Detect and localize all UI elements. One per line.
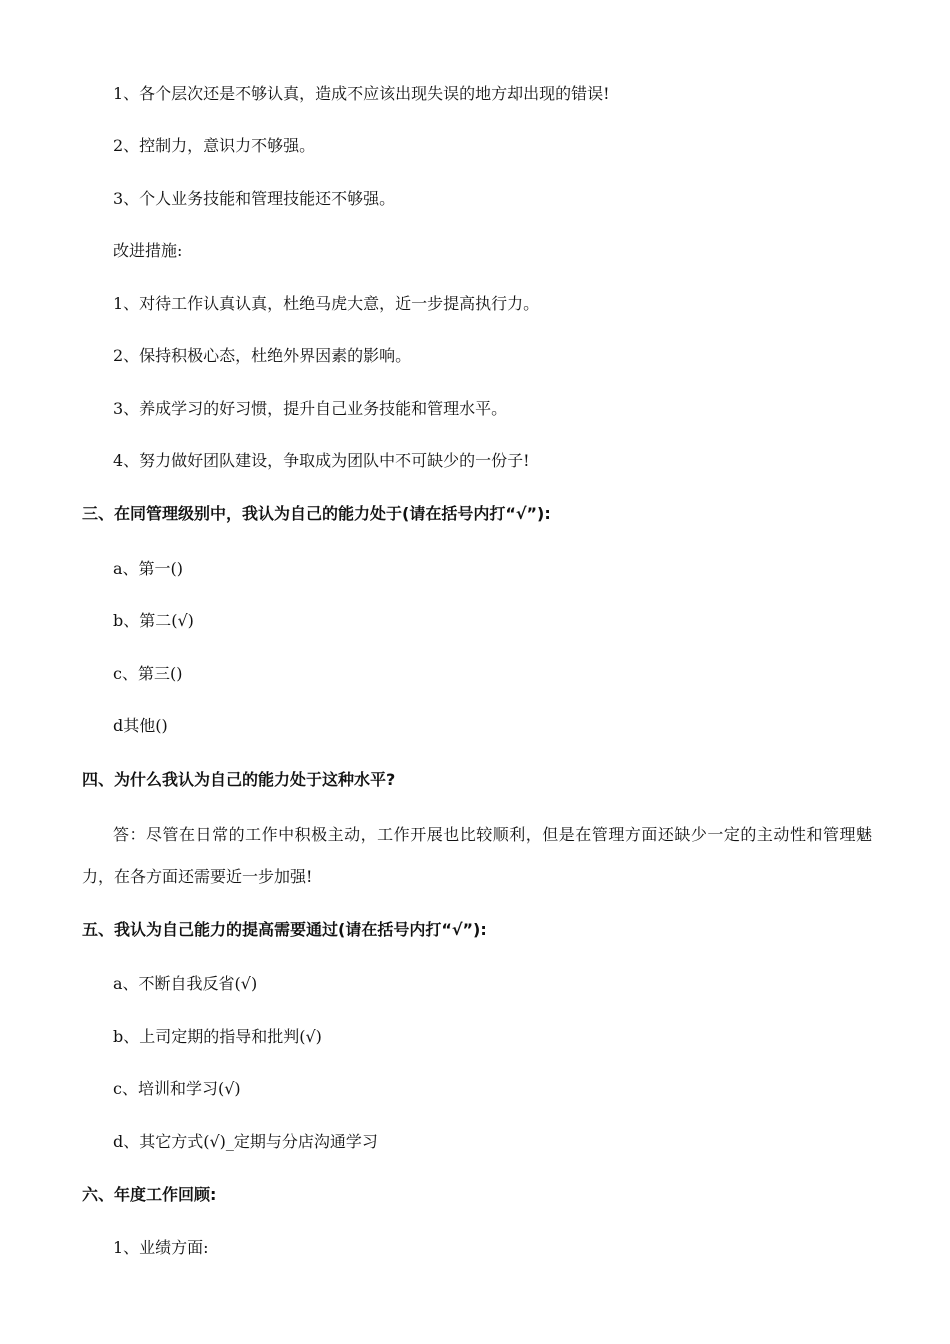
- improve-option-c: c、培训和学习(√): [113, 1079, 241, 1098]
- improvement-item-3: 3、养成学习的好习惯，提升自己业务技能和管理水平。: [113, 399, 508, 418]
- improvement-item-1: 1、对待工作认真认真，杜绝马虎大意，近一步提高执行力。: [113, 294, 540, 313]
- improve-option-a: a、不断自我反省(√): [113, 974, 258, 993]
- ability-option-b: b、第二(√): [113, 611, 194, 630]
- section-four-answer: 答：尽管在日常的工作中积极主动，工作开展也比较顺利，但是在管理方面还缺少一定的主动性和管理魅力，在各方面还需要近一步加强!: [82, 825, 872, 886]
- ability-option-c: c、第三(): [113, 664, 183, 683]
- ability-option-d: d其他(): [113, 716, 168, 735]
- ability-option-a: a、第一(): [113, 559, 184, 578]
- problem-item-2: 2、控制力，意识力不够强。: [113, 136, 316, 155]
- problem-item-1: 1、各个层次还是不够认真，造成不应该出现失误的地方却出现的错误!: [113, 84, 610, 103]
- improvement-item-2: 2、保持积极心态，杜绝外界因素的影响。: [113, 346, 412, 365]
- review-item-1: 1、业绩方面:: [113, 1238, 209, 1257]
- section-six-heading: 六、年度工作回顾:: [82, 1185, 217, 1204]
- section-three-heading: 三、在同管理级别中，我认为自己的能力处于(请在括号内打“√”):: [82, 504, 551, 523]
- improve-option-b: b、上司定期的指导和批判(√): [113, 1027, 322, 1046]
- improvement-title: 改进措施:: [113, 241, 183, 260]
- section-five-heading: 五、我认为自己能力的提高需要通过(请在括号内打“√”):: [82, 920, 487, 939]
- improvement-item-4: 4、努力做好团队建设，争取成为团队中不可缺少的一份子!: [113, 451, 530, 470]
- problem-item-3: 3、个人业务技能和管理技能还不够强。: [113, 189, 396, 208]
- section-four-heading: 四、为什么我认为自己的能力处于这种水平?: [82, 770, 396, 789]
- improve-option-d: d、其它方式(√)_定期与分店沟通学习: [113, 1132, 378, 1151]
